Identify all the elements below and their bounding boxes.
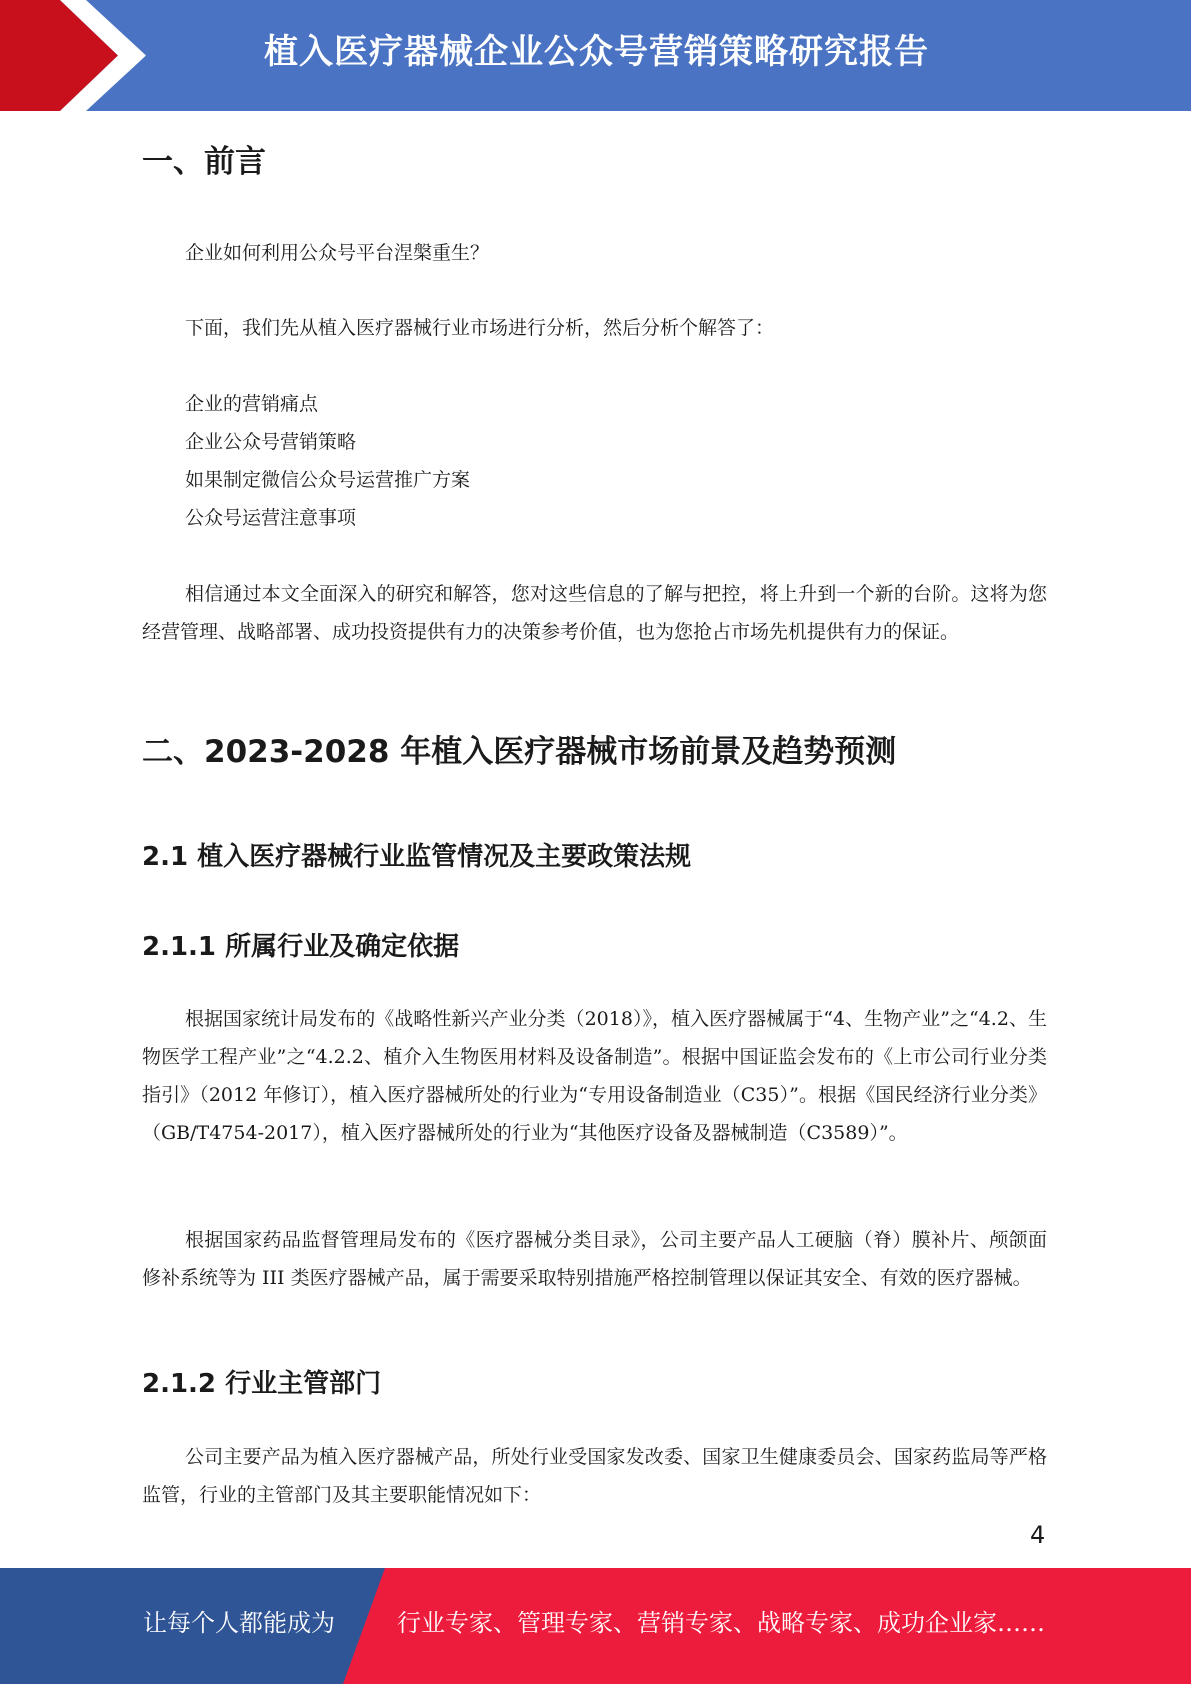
list-item: 公众号运营注意事项 [185,507,357,529]
list-item: 如果制定微信公众号运营推广方案 [185,469,471,491]
list-item: 企业公众号营销策略 [185,431,357,453]
footer-banner [0,1568,1191,1684]
paragraph: 根据国家统计局发布的《战略性新兴产业分类（2018）》，植入医疗器械属于“4、生物产业”之“4.2、生物医学工程产业”之“4.2.2、植介入生物医用材料及设备制造”。根据中国证监会发布的《上市公司行业分类指引》（2012 年修订），植入医疗器械所处的行业为“专用设备制造业（C35）”。根据《国民经济行业分类》（GB/T4754-2017），植入医疗器械所处的行业为“其他医疗设备及器械制造（C3589）”。 [142,1008,1047,1144]
list-item: 企业的营销痛点 [185,393,319,415]
paragraph: 企业如何利用公众号平台涅槃重生？ [185,242,490,264]
header-chevron-icon [0,0,160,111]
page-number: 4 [1030,1521,1046,1549]
footer-slogan-right: 行业专家、管理专家、营销专家、战略专家、成功企业家…… [397,1609,1045,1637]
paragraph: 下面，我们先从植入医疗器械行业市场进行分析，然后分析个解答了： [185,317,775,339]
paragraph: 公司主要产品为植入医疗器械产品，所处行业受国家发改委、国家卫生健康委员会、国家药监局等严格监管，行业的主管部门及其主要职能情况如下： [142,1446,1047,1506]
paragraph: 相信通过本文全面深入的研究和解答，您对这些信息的了解与把控，将上升到一个新的台阶。这将为您经营管理、战略部署、成功投资提供有力的决策参考价值，也为您抢占市场先机提供有力的保证。 [142,583,1047,643]
header-banner [0,0,1191,111]
section-2-heading: 二、2023-2028 年植入医疗器械市场前景及趋势预测 [142,734,897,770]
subsection-2-1-2-heading: 2.1.2 行业主管部门 [142,1369,382,1399]
paragraph: 根据国家药品监督管理局发布的《医疗器械分类目录》，公司主要产品人工硬脑（脊）膜补片、颅颌面修补系统等为 III 类医疗器械产品，属于需要采取特别措施严格控制管理以保证其安全、有效的医疗器械。 [142,1229,1047,1289]
section-1-heading: 一、前言 [142,144,266,180]
subsection-2-1-1-heading: 2.1.1 所属行业及确定依据 [142,932,460,962]
subsection-2-1-heading: 2.1 植入医疗器械行业监管情况及主要政策法规 [142,842,692,872]
document-title: 植入医疗器械企业公众号营销策略研究报告 [264,32,929,72]
footer-slogan-left: 让每个人都能成为 [143,1609,335,1637]
